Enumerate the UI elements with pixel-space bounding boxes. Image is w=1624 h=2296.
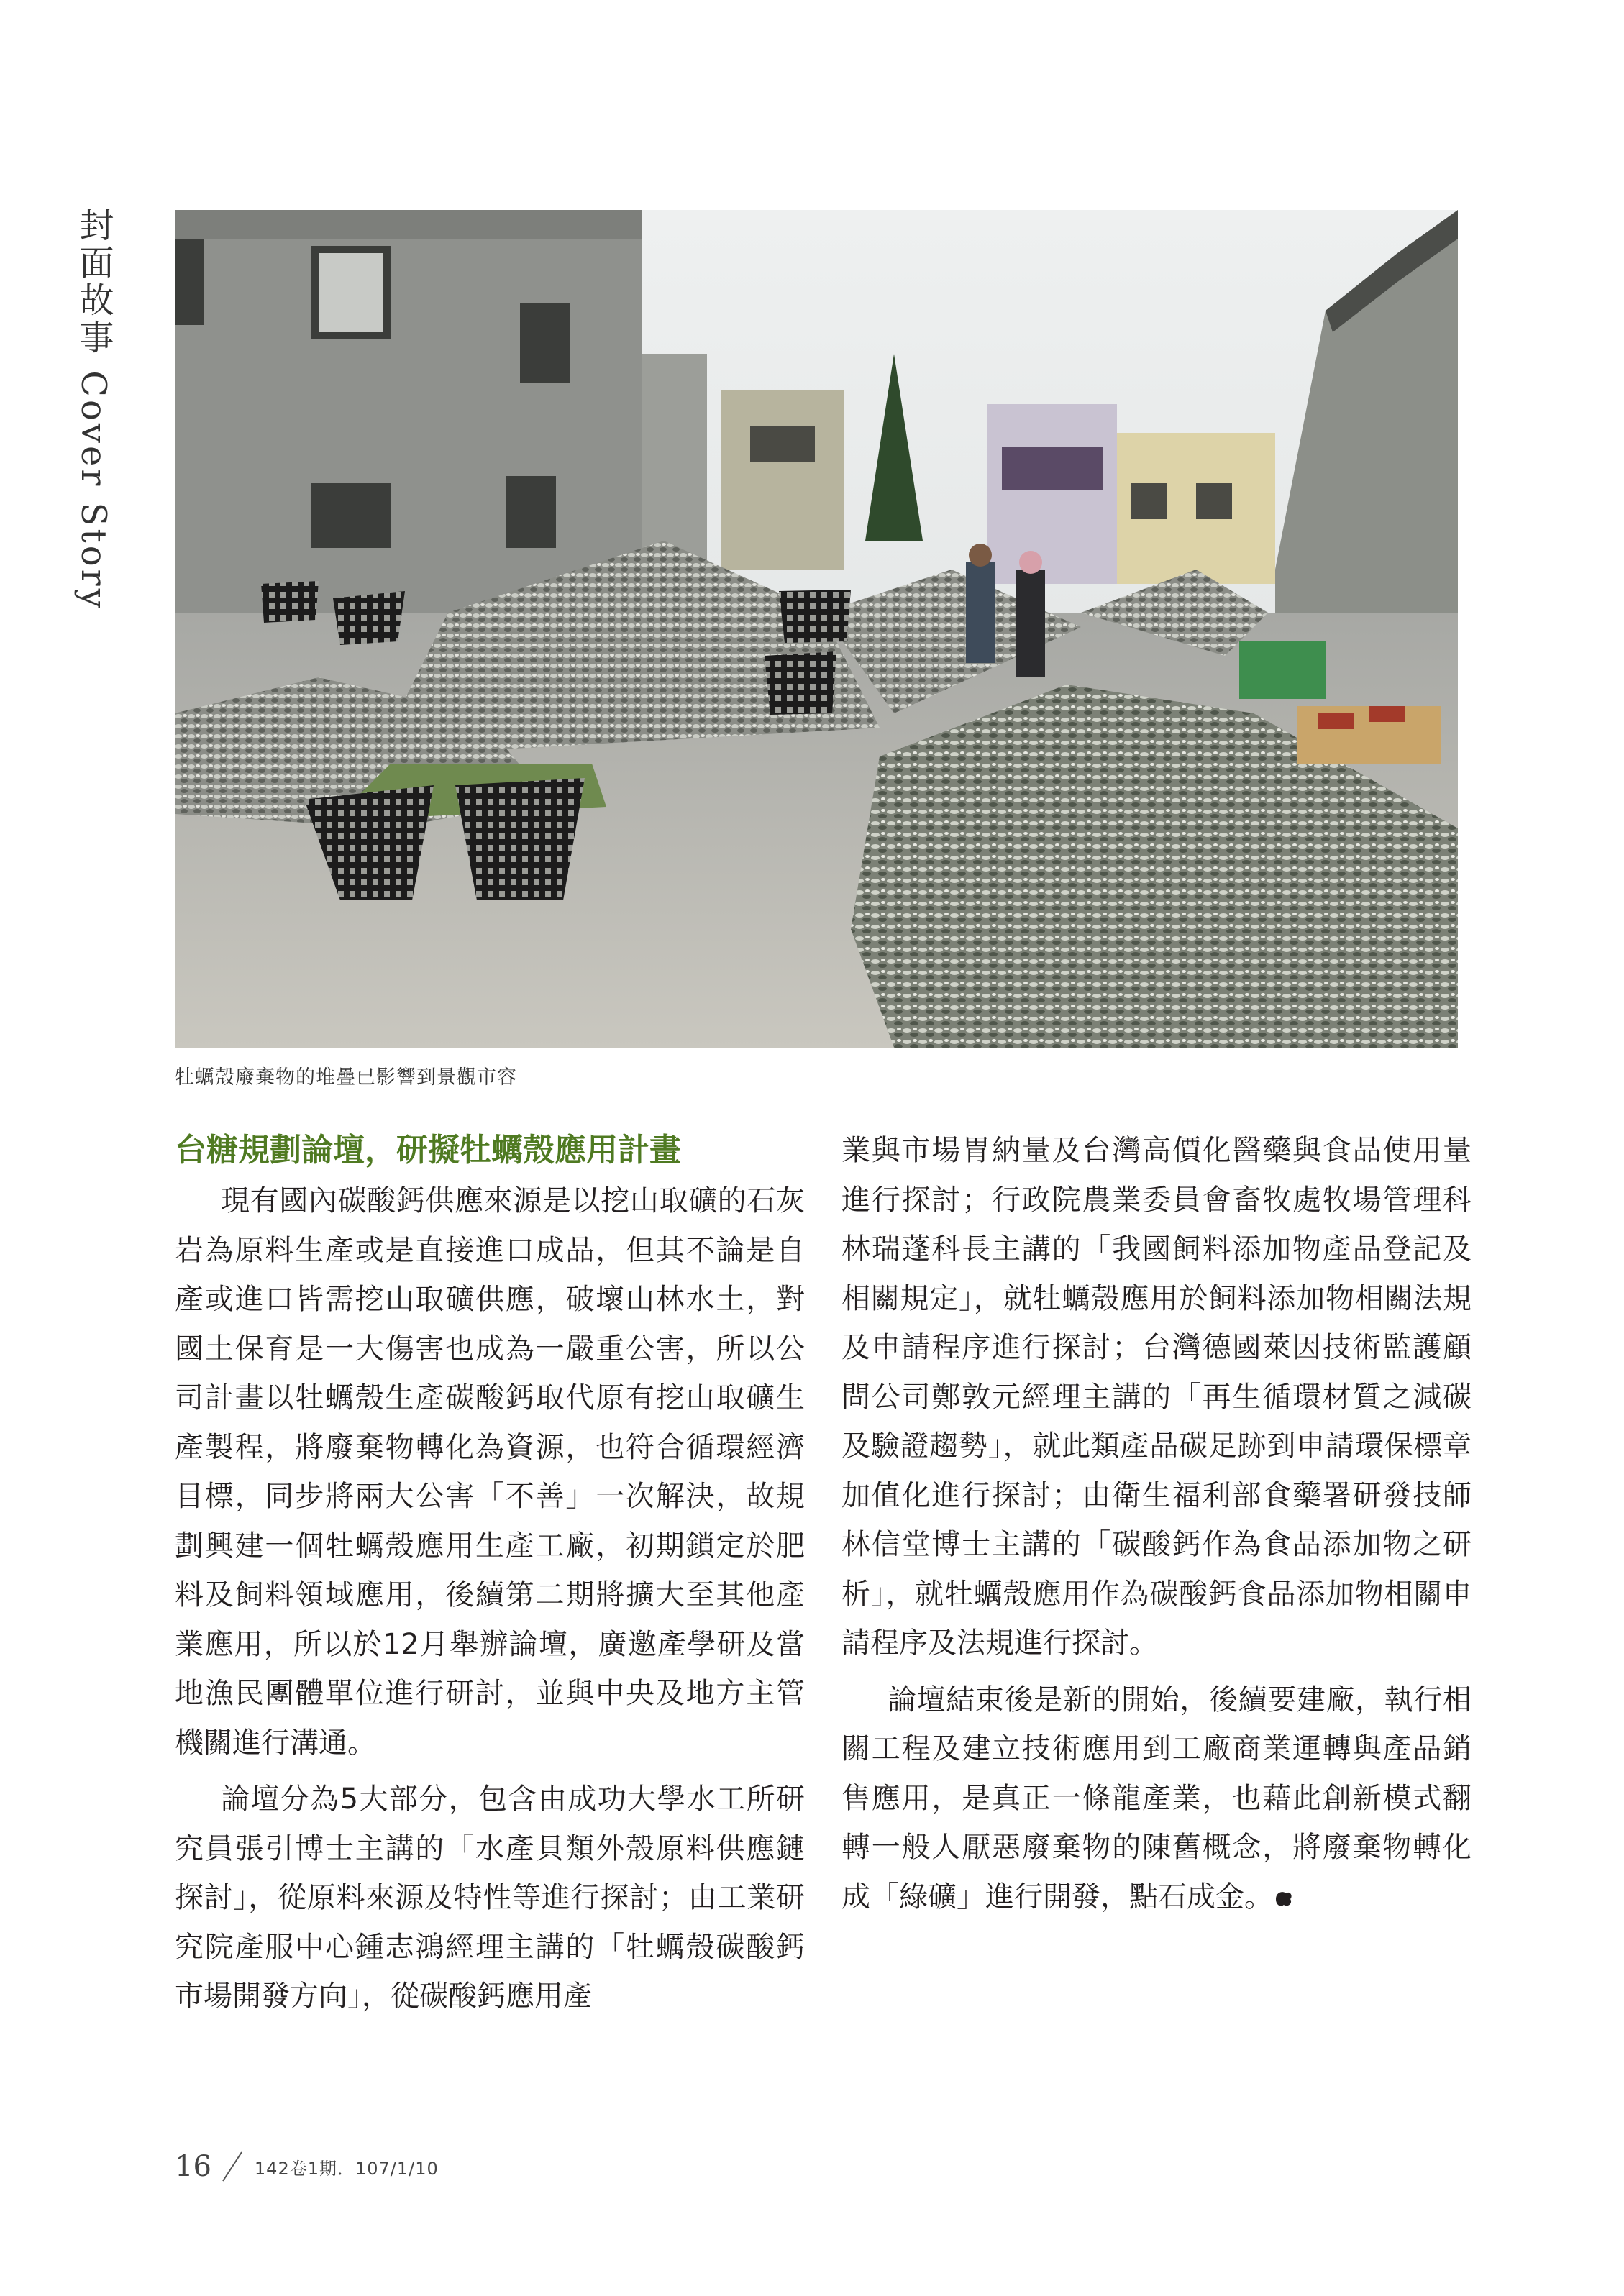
paragraph: 論壇分為5大部分，包含由成功大學水工所研究員張引博士主講的「水產貝類外殼原料供應鏈探討」，從原料來源及特性等進行探討；由工業研究院產服中心鍾志鴻經理主講的「牡蠣殼碳酸鈣市場開發方向」，從碳酸鈣應用產 [175, 1783, 805, 2013]
page-number: 16 [175, 2150, 211, 2183]
section-label: 封面故事 Cover Story [73, 207, 114, 611]
paragraph-last [841, 1675, 1472, 1922]
end-mark-icon [1273, 1888, 1295, 1909]
photo-oyster-shell-piles-icon [175, 210, 1458, 1048]
article-left-column [175, 1126, 805, 2021]
section-heading: 台糖規劃論壇，研擬牡蠣殼應用計畫 [175, 1132, 681, 1168]
slash-divider-icon [220, 2151, 245, 2182]
paragraph: 業與市場胃納量及台灣高價化醫藥與食品使用量進行探討；行政院農業委員會畜牧處牧場管理科林瑞蓬科長主講的「我國飼料添加物產品登記及相關規定」，就牡蠣殼應用於飼料添加物相關法規及申請程序進行探討；台灣德國萊因技術監護顧問公司鄭敦元經理主講的「再生循環材質之減碳及驗證趨勢」，就此類產品碳足跡到申請環保標章加值化進行探討；由衛生福利部食藥署研發技師林信堂博士主講的「碳酸鈣作為食品添加物之研析」，就牡蠣殼應用作為碳酸鈣食品添加物相關申請程序及法規進行探討。 [841, 1134, 1472, 1660]
article-photo [175, 210, 1458, 1048]
paragraph: 現有國內碳酸鈣供應來源是以挖山取礦的石灰岩為原料生產或是直接進口成品，但其不論是自產或進口皆需挖山取礦供應，破壞山林水土，對國土保育是一大傷害也成為一嚴重公害，所以公司計畫以牡蠣殼生產碳酸鈣取代原有挖山取礦生產製程，將廢棄物轉化為資源，也符合循環經濟目標，同步將兩大公害「不善」一次解決，故規劃興建一個牡蠣殼應用生產工廠，初期鎖定於肥料及飼料領域應用，後續第二期將擴大至其他產業應用，所以於12月舉辦論壇，廣邀產學研及當地漁民團體單位進行研討，並與中央及地方主管機關進行溝通。 [175, 1184, 805, 1760]
issue-info: 142卷1期．107/1/10 [254, 2158, 439, 2179]
photo-caption: 牡蠣殼廢棄物的堆疊已影響到景觀市容 [175, 1066, 517, 1089]
page-footer [175, 2150, 439, 2183]
article-right-column [841, 1126, 1472, 1921]
paragraph-text: 論壇結束後是新的開始，後續要建廠，執行相關工程及建立技術應用到工廠商業運轉與產品銷售應用，是真正一條龍產業，也藉此創新模式翻轉一般人厭惡廢棄物的陳舊概念，將廢棄物轉化成「綠礦」進行開發，點石成金。 [841, 1683, 1472, 1913]
